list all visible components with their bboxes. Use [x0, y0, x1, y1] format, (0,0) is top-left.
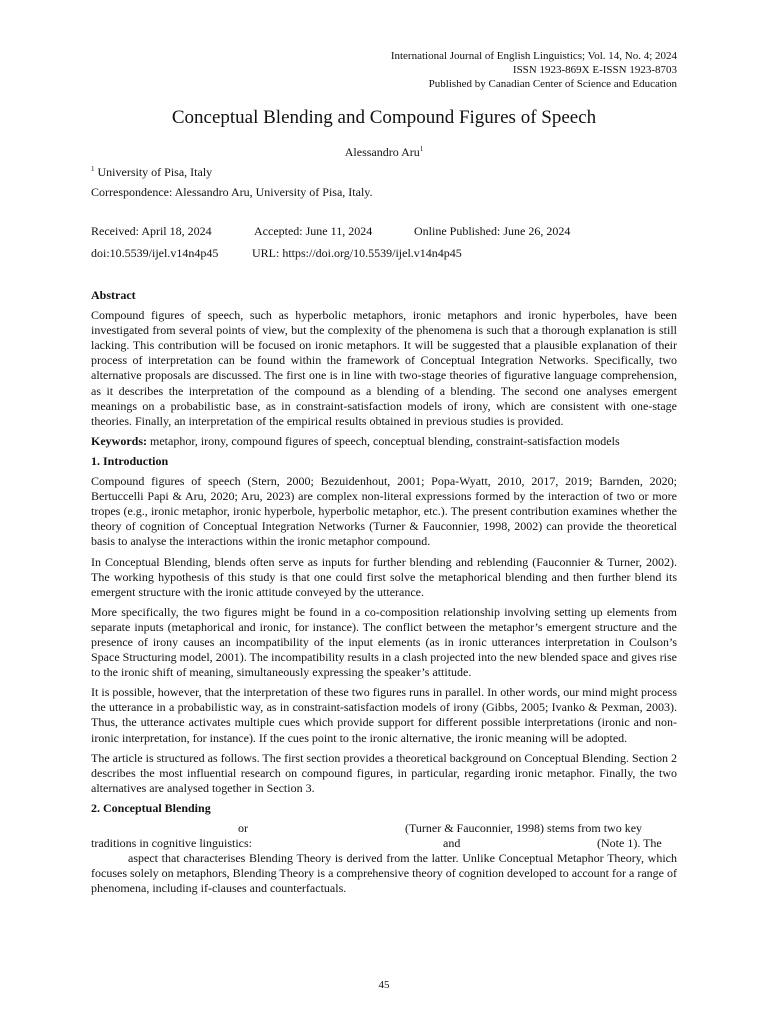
section-heading-introduction: 1. Introduction — [91, 453, 169, 468]
correspondence: Correspondence: Alessandro Aru, University of Pisa, Italy. — [91, 185, 373, 199]
blending-line-2 — [91, 836, 677, 851]
intro-paragraph-3: More specifically, the two figures might be found in a co-composition relationship involving setting up elements from separate inputs (metaphorical and ironic, for instance). The conflict between the metaphor’s emergent structure and the presence of irony causes an incompatibility of the input elements (as in ironic utterances interpretation in Coulson’s Space Structuring model, 2001). The incompatibility results in a clash projected into the new blended space and gives rise to the ironic shift of meaning, simultaneously expressing the speaker’s attitude. — [91, 604, 677, 680]
author-affiliation-marker: 1 — [419, 145, 424, 153]
received-date: Received: April 18, 2024 — [91, 224, 212, 238]
intro-paragraph-5: The article is structured as follows. The first section provides a theoretical background on Conceptual Blending. Section 2 describes the most influential research on compound figures, in particular, regarding ironic metaphor. Finally, the two alternatives are analysed together in Section 3. — [91, 750, 677, 795]
article-url[interactable]: URL: https://doi.org/10.5539/ijel.v14n4p45 — [252, 246, 462, 260]
intro-paragraph-4: It is possible, however, that the interpretation of these two figures runs in parallel. In other words, our mind might process the utterance in a probabilistic way, as in constraint-satisfaction models of irony (Gibbs, 2005; Ivanko & Pexman, 2003). Thus, the utterance activates multiple cues which provide support for different possible interpretations (ironic and non-ironic interpretation, for instance). If the cues point to the ironic alternative, the ironic meaning will be adopted. — [91, 685, 677, 745]
blending-fragment-citation: (Turner & Fauconnier, 1998) stems from two key — [405, 821, 643, 835]
abstract-heading: Abstract — [91, 288, 136, 302]
doi[interactable]: doi:10.5539/ijel.v14n4p45 — [91, 246, 219, 260]
blending-line-1 — [91, 821, 677, 836]
affiliation — [91, 165, 212, 179]
blending-paragraph — [91, 821, 677, 896]
affiliation-text: University of Pisa, Italy — [97, 165, 213, 179]
author-line — [0, 145, 768, 160]
journal-publisher: Published by Canadian Center of Science and Education — [428, 78, 677, 90]
keywords — [91, 434, 677, 449]
page-number: 45 — [378, 979, 390, 991]
blending-fragment-and: and — [443, 836, 461, 850]
intro-paragraph-2: In Conceptual Blending, blends often serve as inputs for further blending and reblending (Fauconnier & Turner, 2002). The working hypothesis of this study is that one could first solve the metaphorical blending and then further blend its emergent structure with the ironic attitude conveyed by the utterance. — [91, 554, 677, 599]
keywords-text: metaphor, irony, compound figures of speech, conceptual blending, constraint-satisfaction models — [147, 433, 620, 448]
article-body — [91, 288, 677, 896]
journal-citation: International Journal of English Linguistics; Vol. 14, No. 4; 2024 — [390, 50, 677, 62]
accepted-date: Accepted: June 11, 2024 — [254, 224, 373, 238]
journal-issn: ISSN 1923-869X E-ISSN 1923-8703 — [512, 64, 677, 76]
author-name: Alessandro Aru — [344, 145, 420, 159]
journal-header — [391, 49, 677, 91]
blending-fragment-note: (Note 1). The — [597, 836, 662, 850]
published-date: Online Published: June 26, 2024 — [414, 224, 571, 238]
blending-fragment-rest: aspect that characterises Blending Theory is derived from the latter. Unlike Conceptual Metaphor Theory, which focuses solely on metaphors, Blending Theory is a comprehensive theory of cognition developed to account for a range of phenomena, including if-clauses and counterfactuals. — [91, 851, 677, 896]
section-heading-conceptual-blending: 2. Conceptual Blending — [91, 800, 211, 815]
blending-fragment-traditions: traditions in cognitive linguistics: — [91, 836, 252, 850]
dates-line — [91, 224, 570, 238]
blending-fragment-or: or — [238, 821, 248, 835]
intro-paragraph-1: Compound figures of speech (Stern, 2000; Bezuidenhout, 2001; Popa-Wyatt, 2010, 2017, 2019; Barnden, 2020; Bertuccelli Papi & Aru, 2020; Aru, 2023) are complex non-literal expressions formed by the interaction of two or more tropes (e.g., ironic metaphor, ironic hyperbole, hyperbolic metaphor, etc.). The present contribution examines whether the theory of cognition of Conceptual Integration Networks (Turner & Fauconnier, 1998, 2002) can provide the theoretical basis to analyse the interactions within the ironic metaphor compound. — [91, 474, 677, 549]
abstract-text: Compound figures of speech, such as hyperbolic metaphors, ironic metaphors and ironic hyperboles, have been investigated from several points of view, but the complexity of the phenomena is such that a thorough explanation is still lacking. This contribution will be focused on ironic metaphors. It will be suggested that a plausible explanation of their process of interpretation can be found within the framework of Conceptual Integration Networks. Specifically, two alternative proposals are discussed. The first one is in line with two-stage theories of figurative language comprehension, as it describes the interpretation of the compound as a blending of a blending. The second one analyses emergent meanings on a probabilistic base, as in constraint-satisfaction models of irony, which are consistent with one-stage theories. Finally, an interpretation of the empirical results obtained in previous studies is provided. — [91, 308, 677, 428]
keywords-label: Keywords: — [91, 433, 147, 448]
paper-title: Conceptual Blending and Compound Figures of Speech — [171, 107, 597, 128]
doi-line — [91, 246, 462, 260]
affiliation-marker: 1 — [91, 165, 95, 173]
